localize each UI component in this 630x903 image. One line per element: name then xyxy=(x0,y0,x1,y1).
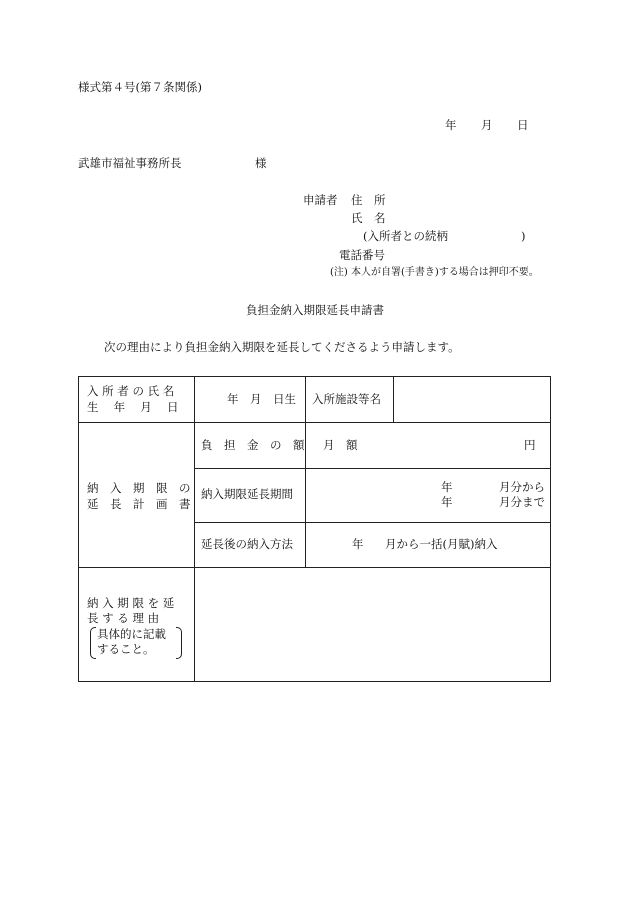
column-divider xyxy=(393,377,394,422)
method-text: 月から一括(月賦)納入 xyxy=(385,537,498,551)
period-from-year: 年 xyxy=(441,480,453,494)
form-title: 負担金納入期限延長申請書 xyxy=(246,303,384,317)
amount-unit: 円 xyxy=(524,438,536,452)
applicant-label: 申請者 xyxy=(303,193,338,207)
facility-value[interactable] xyxy=(401,394,541,408)
row-divider xyxy=(79,422,550,423)
date-day: 日 xyxy=(517,118,529,132)
period-to: 月分まで xyxy=(499,495,545,509)
date-month: 月 xyxy=(481,118,493,132)
row-divider xyxy=(194,522,550,523)
column-divider xyxy=(305,377,306,567)
amount-label: 負 担 金 の 額 xyxy=(201,438,305,452)
amount-prefix: 月 額 xyxy=(323,438,358,452)
method-year: 年 xyxy=(352,537,364,551)
resident-name-label: 入 所 者 の 氏 名 xyxy=(87,384,175,398)
intro-text: 次の理由により負担金納入期限を延長してくださるよう申請します。 xyxy=(104,340,460,354)
reason-note-line1: 具体的に記載 xyxy=(97,627,166,641)
applicant-name-label: 氏 名 xyxy=(351,211,386,225)
applicant-relation-close: ) xyxy=(521,229,526,243)
method-label: 延長後の納入方法 xyxy=(201,537,293,551)
reason-label-line2: 長 す る 理 由 xyxy=(87,611,160,625)
date-year: 年 xyxy=(445,118,457,132)
application-table xyxy=(78,376,551,682)
reason-label-line1: 納 入 期 限 を 延 xyxy=(87,596,175,610)
addressee-honorific: 様 xyxy=(255,156,267,170)
left-bracket xyxy=(90,627,96,659)
row-divider xyxy=(79,567,550,568)
form-number: 様式第４号(第７条関係) xyxy=(78,80,202,94)
birth-date-value: 年 月 日生 xyxy=(227,392,296,406)
period-to-year: 年 xyxy=(441,495,453,509)
applicant-address-label: 住 所 xyxy=(351,193,386,207)
period-from: 月分から xyxy=(499,480,545,494)
period-label: 納入期限延長期間 xyxy=(201,487,293,501)
reason-note-line2: すること。 xyxy=(97,642,155,656)
birth-date-label: 生 年 月 日 xyxy=(87,400,179,414)
row-divider xyxy=(194,468,550,469)
plan-label-line2: 延 長 計 画 書 xyxy=(87,497,191,511)
applicant-note: (注) 本人が自署(手書き)する場合は押印不要。 xyxy=(330,267,539,278)
facility-label: 入所施設等名 xyxy=(312,392,381,406)
column-divider xyxy=(194,377,195,681)
applicant-relation-open: (入所者との続柄 xyxy=(363,229,448,243)
right-bracket xyxy=(176,627,182,659)
addressee-name: 武雄市福祉事務所長 xyxy=(78,156,182,170)
plan-label-line1: 納 入 期 限 の xyxy=(87,481,191,495)
reason-value[interactable] xyxy=(201,577,541,677)
applicant-phone-label: 電話番号 xyxy=(339,248,385,262)
